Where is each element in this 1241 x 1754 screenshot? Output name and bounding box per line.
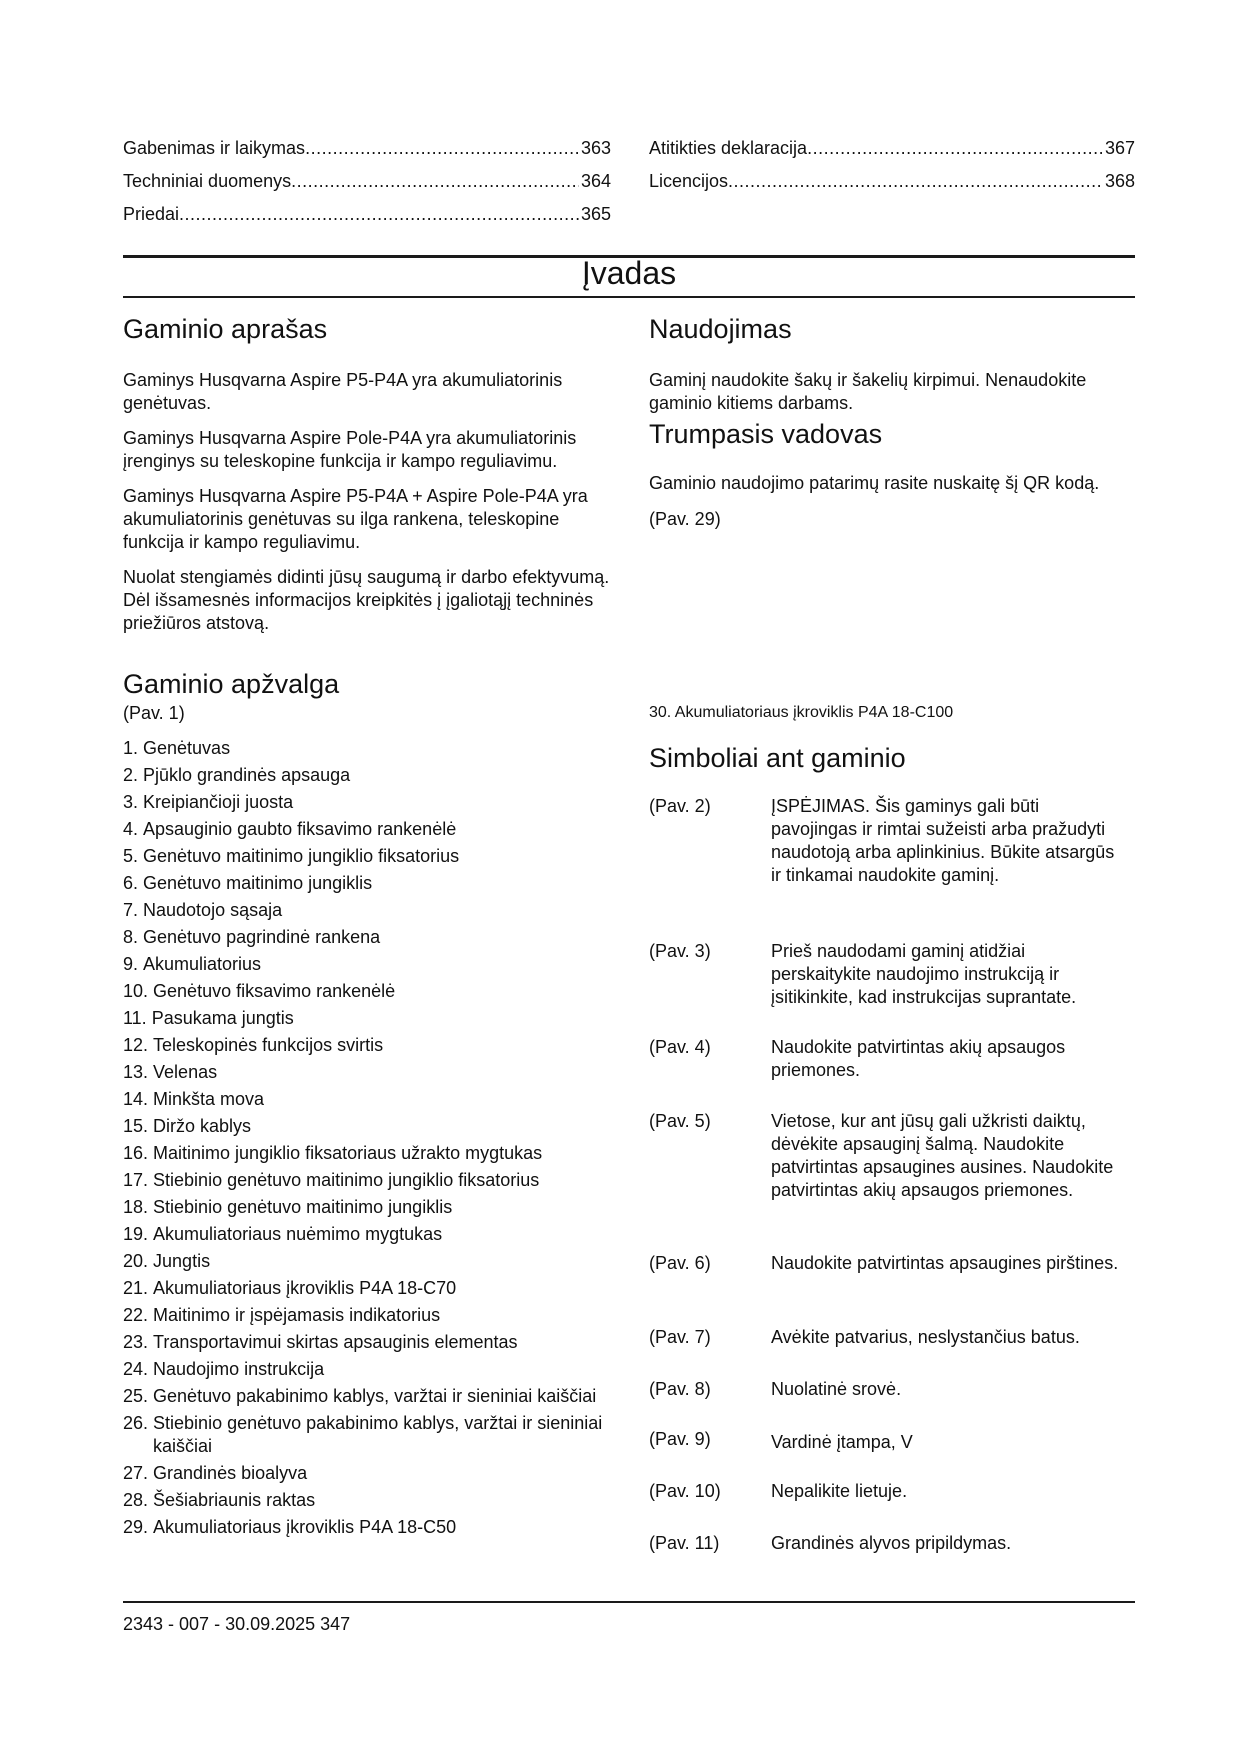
component-list [123,737,623,1543]
toc-page: 368 [1104,171,1135,191]
toc-leader [179,204,579,224]
figure-ref: (Pav. 4) [649,1037,711,1057]
list-item: 5. Genėtuvo maitinimo jungiklio fiksatorius [123,846,460,866]
figure-ref: (Pav. 7) [649,1327,711,1347]
toc-entry[interactable] [123,171,611,204]
paragraph: Gaminys Husqvarna Aspire Pole-P4A yra akumuliatorinis įrenginys su teleskopine funkcija ir kampo reguliavimu. [123,428,577,471]
toc-entry[interactable] [649,171,1135,204]
footer-rule [123,1601,1135,1603]
toc-label: Techniniai duomenys [123,171,292,191]
paragraph: Gaminys Husqvarna Aspire P5-P4A yra akumuliatorinis genėtuvas. [123,370,563,413]
product-overview-header [123,668,623,725]
symbol-text: Vardinė įtampa, V [771,1432,913,1452]
toc-leader [728,171,1103,191]
toc-entry[interactable] [123,204,611,237]
toc-leader [291,171,579,191]
toc-label: Licencijos [649,171,729,191]
list-item: 9. Akumuliatorius [123,954,262,974]
figure-ref: (Pav. 3) [649,941,711,961]
list-item: 22. Maitinimo ir įspėjamasis indikatorius [123,1305,441,1325]
list-item: 10. Genėtuvo fiksavimo rankenėlė [123,981,396,1001]
list-item: 19. Akumuliatoriaus nuėmimo mygtukas [123,1224,443,1244]
toc-page: 367 [1104,138,1135,158]
toc-left [123,138,611,237]
list-item: 3. Kreipiančioji juosta [123,792,294,812]
symbol-text: Grandinės alyvos pripildymas. [771,1533,1012,1553]
paragraph: Nuolat stengiamės didinti jūsų saugumą ir darbo efektyvumą. Dėl išsamesnės informacijos kreipkitės į įgaliotąjį techninės priežiūros atstovą. [123,567,610,633]
figure-ref: (Pav. 1) [123,703,185,723]
list-item: 14. Minkšta mova [123,1089,265,1109]
section-title: Simboliai ant gaminio [649,743,906,773]
list-item: 20. Jungtis [123,1251,211,1271]
section-title: Naudojimas [649,314,792,344]
list-item: 25. Genėtuvo pakabinimo kablys, varžtai ir sieniniai kaiščiai [123,1386,597,1406]
symbol-text: Naudokite patvirtintas akių apsaugos priemones. [771,1037,1066,1080]
toc-leader [807,138,1103,158]
figure-ref: (Pav. 10) [649,1481,721,1501]
list-item: 18. Stiebinio genėtuvo maitinimo jungiklis [123,1197,453,1217]
product-description-section [123,313,623,635]
symbol-text: Vietose, kur ant jūsų gali užkristi daiktų, dėvėkite apsauginį šalmą. Naudokite patvirtintas apsaugines ausines. Naudokite patvirtintas akių apsaugos priemones. [771,1111,1114,1200]
list-item: 13. Velenas [123,1062,218,1082]
toc-entry[interactable] [649,138,1135,171]
toc-page: 365 [580,204,611,224]
toc-page: 364 [580,171,611,191]
section-title: Trumpasis vadovas [649,419,883,449]
symbols-section-header [649,742,1139,774]
figure-ref: (Pav. 9) [649,1429,711,1449]
toc-label: Atitikties deklaracija [649,138,808,158]
toc-label: Priedai [123,204,180,224]
list-item: 28. Šešiabriaunis raktas [123,1490,316,1510]
list-item: 27. Grandinės bioalyva [123,1463,308,1483]
list-item: 29. Akumuliatoriaus įkroviklis P4A 18-C50 [123,1517,457,1537]
toc-entry[interactable] [123,138,611,171]
list-item: 12. Teleskopinės funkcijos svirtis [123,1035,384,1055]
quick-guide-section [649,418,1139,531]
list-item: 8. Genėtuvo pagrindinė rankena [123,927,381,947]
figure-ref: (Pav. 5) [649,1111,711,1131]
toc-page: 363 [580,138,611,158]
list-item: 21. Akumuliatoriaus įkroviklis P4A 18-C70 [123,1278,457,1298]
paragraph: Gaminį naudokite šakų ir šakelių kirpimui. Nenaudokite gaminio kitiems darbams. [649,370,1087,413]
list-item: 4. Apsauginio gaubto fiksavimo rankenėlė [123,819,457,839]
list-item: 17. Stiebinio genėtuvo maitinimo jungiklio fiksatorius [123,1170,540,1190]
figure-ref: (Pav. 8) [649,1379,711,1399]
figure-ref: (Pav. 2) [649,796,711,816]
figure-ref: (Pav. 29) [649,509,721,529]
section-title: Gaminio apžvalga [123,669,340,699]
list-item: 26. Stiebinio genėtuvo pakabinimo kablys, varžtai ir sieniniai kaiščiai [123,1413,603,1456]
list-item: 24. Naudojimo instrukcija [123,1359,325,1379]
list-item: 11. Pasukama jungtis [123,1008,294,1028]
symbol-text: Nuolatinė srovė. [771,1379,902,1399]
list-item: 7. Naudotojo sąsaja [123,900,283,920]
toc-label: Gabenimas ir laikymas [123,138,306,158]
symbol-text: Nepalikite lietuje. [771,1481,908,1501]
toc-right [649,138,1135,204]
paragraph: Gaminio naudojimo patarimų rasite nuskaitę šį QR kodą. [649,473,1100,493]
symbol-text: Naudokite patvirtintas apsaugines pirštines. [771,1253,1119,1273]
paragraph: Gaminys Husqvarna Aspire P5-P4A + Aspire Pole-P4A yra akumuliatorinis genėtuvas su ilga rankena, teleskopine funkcija ir kampo reguliavimu. [123,486,588,552]
figure-ref: (Pav. 11) [649,1533,720,1553]
use-section [649,313,1139,415]
symbol-text: Prieš naudodami gaminį atidžiai perskaitykite naudojimo instrukciją ir įsitikinkite, kad instrukcijas suprantate. [771,941,1077,1007]
chapter-title: Įvadas [581,255,677,291]
chapter-rule-bottom [123,296,1135,298]
page-footer: 2343 - 007 - 30.09.2025 347 [123,1614,351,1634]
symbol-text: Avėkite patvarius, neslystančius batus. [771,1327,1080,1347]
list-item: 6. Genėtuvo maitinimo jungiklis [123,873,373,893]
toc-leader [305,138,579,158]
list-item: 16. Maitinimo jungiklio fiksatoriaus užrakto mygtukas [123,1143,543,1163]
section-title: Gaminio aprašas [123,314,328,344]
list-item: 23. Transportavimui skirtas apsauginis elementas [123,1332,518,1352]
list-item: 2. Pjūklo grandinės apsauga [123,765,351,785]
list-item: 15. Diržo kablys [123,1116,252,1136]
symbol-text: ĮSPĖJIMAS. Šis gaminys gali būti pavojingas ir rimtai sužeisti arba pražudyti naudotoją arba aplinkinius. Būkite atsargūs ir tinkamai naudokite gaminį. [771,796,1115,885]
list-item-30: 30. Akumuliatoriaus įkroviklis P4A 18-C100 [649,704,954,721]
figure-ref: (Pav. 6) [649,1253,711,1273]
list-item: 1. Genėtuvas [123,738,231,758]
